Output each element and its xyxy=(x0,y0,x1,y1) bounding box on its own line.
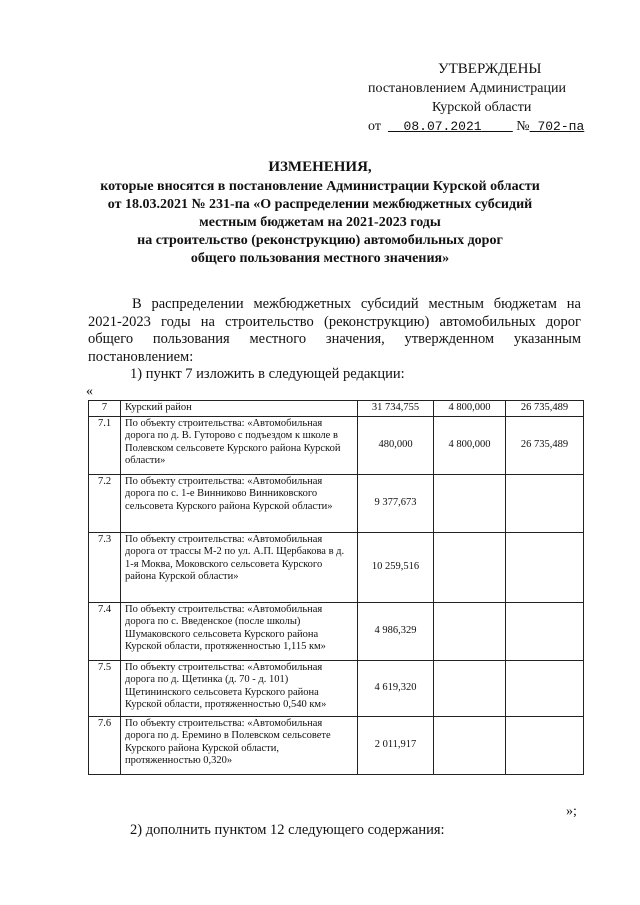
row-number: 7 xyxy=(89,401,121,417)
row-value-2021: 10 259,516 xyxy=(358,532,434,602)
row-object-name: По объекту строительства: «Автомобильная дорога по д. В. Гуторово с подъездом к школе в Полевском сельсовете Курского района Курской области» xyxy=(121,416,358,474)
number-label: № xyxy=(516,119,530,134)
row-object-name: По объекту строительства: «Автомобильная дорога от трассы М-2 по ул. А.П. Щербакова в д. 1-я Моква, Моковского сельсовета Курского района Курской области» xyxy=(121,532,358,602)
row-value-2022: 4 800,000 xyxy=(434,416,506,474)
row-value-2021: 2 011,917 xyxy=(358,716,434,774)
row-value-2021: 31 734,755 xyxy=(358,401,434,417)
row-value-2023 xyxy=(506,474,584,532)
title-line: местным бюджетам на 2021-2023 годы xyxy=(199,215,441,230)
row-value-2021: 480,000 xyxy=(358,416,434,474)
row-value-2023: 26 735,489 xyxy=(506,416,584,474)
approval-issuer: постановлением Администрации xyxy=(368,81,566,96)
row-object-name: По объекту строительства: «Автомобильная дорога по д. Щетинка (д. 70 - д. 101) Щетининского сельсовета Курского района Курской области, протяженностью 0,540 км» xyxy=(121,660,358,716)
table-row xyxy=(89,660,584,716)
approval-date-line xyxy=(368,117,598,136)
row-number: 7.2 xyxy=(89,474,121,532)
row-object-name: По объекту строительства: «Автомобильная дорога по д. Еремино в Полевском сельсовете Курского района Курской области, протяженностью 0,320» xyxy=(121,716,358,774)
approval-number: 702-па xyxy=(537,119,585,134)
row-value-2022 xyxy=(434,660,506,716)
row-number: 7.6 xyxy=(89,716,121,774)
row-value-2021: 4 619,320 xyxy=(358,660,434,716)
table-row xyxy=(89,401,584,417)
row-number: 7.5 xyxy=(89,660,121,716)
row-value-2022 xyxy=(434,474,506,532)
approval-date: 08.07.2021 xyxy=(403,119,482,134)
row-value-2022 xyxy=(434,716,506,774)
title-heading: ИЗМЕНЕНИЯ, xyxy=(268,159,372,175)
subsidy-table xyxy=(88,400,584,775)
table-row xyxy=(89,416,584,474)
row-number: 7.3 xyxy=(89,532,121,602)
row-value-2021: 9 377,673 xyxy=(358,474,434,532)
quote-open: « xyxy=(86,384,93,399)
row-object-name: По объекту строительства: «Автомобильная дорога по с. 1-е Винниково Винниковского сельсовета Курского района Курской области» xyxy=(121,474,358,532)
approval-block xyxy=(368,60,598,136)
table-row xyxy=(89,716,584,774)
approval-region: Курской области xyxy=(432,100,532,115)
title-line: которые вносятся в постановление Администрации Курской области xyxy=(100,179,540,194)
row-number: 7.4 xyxy=(89,602,121,660)
row-value-2022 xyxy=(434,532,506,602)
table-row xyxy=(89,602,584,660)
row-value-2021: 4 986,329 xyxy=(358,602,434,660)
row-value-2022: 4 800,000 xyxy=(434,401,506,417)
from-label: от xyxy=(368,119,381,134)
quote-close: »; xyxy=(566,804,577,819)
table-row xyxy=(89,474,584,532)
item-2: 2) дополнить пунктом 12 следующего содержания: xyxy=(130,822,445,838)
row-object-name: По объекту строительства: «Автомобильная дорога по с. Введенское (после школы) Шумаковского сельсовета Курского района Курской области, протяженностью 1,115 км» xyxy=(121,602,358,660)
title-line: на строительство (реконструкцию) автомобильных дорог xyxy=(137,233,503,248)
row-object-name: Курский район xyxy=(121,401,358,417)
row-value-2023: 26 735,489 xyxy=(506,401,584,417)
title-line: общего пользования местного значения» xyxy=(190,251,450,266)
approval-title: УТВЕРЖДЕНЫ xyxy=(438,61,542,77)
row-value-2023 xyxy=(506,716,584,774)
row-value-2023 xyxy=(506,602,584,660)
table-row xyxy=(89,532,584,602)
intro-paragraph: В распределении межбюджетных субсидий местным бюджетам на 2021-2023 годы на строительство (реконструкцию) автомобильных дорог общего пользования местного значения, утвержденном указанным постановлением: xyxy=(88,296,581,365)
title-line: от 18.03.2021 № 231-па «О распределении межбюджетных субсидий xyxy=(107,197,533,212)
row-value-2022 xyxy=(434,602,506,660)
document-title xyxy=(60,158,580,268)
item-1: 1) пункт 7 изложить в следующей редакции: xyxy=(130,366,405,382)
row-number: 7.1 xyxy=(89,416,121,474)
row-value-2023 xyxy=(506,660,584,716)
row-value-2023 xyxy=(506,532,584,602)
